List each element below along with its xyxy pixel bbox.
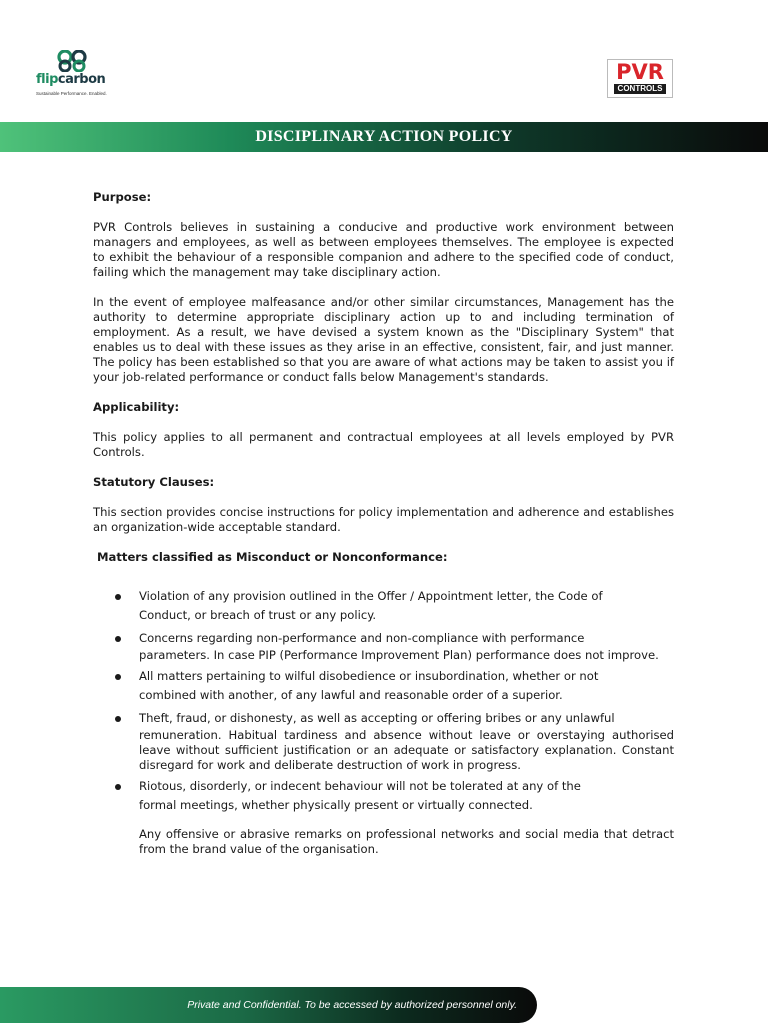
logo-tagline: Sustainable Performance. Enabled.	[36, 91, 107, 96]
footer-confidential-text: Private and Confidential. To be accessed by authorized personnel only.	[187, 999, 517, 1011]
list-item	[93, 587, 674, 625]
list-item-text: remuneration. Habitual tardiness and absence without leave or overstaying authorised leave without sufficient justification or an adequate or satisfactory explanation. Constant disregard for work and deliberate destruction of work in progress.	[139, 728, 674, 772]
matters-heading: Matters classified as Misconduct or Nonconformance:	[97, 550, 448, 564]
flipcarbon-wordmark	[36, 72, 105, 87]
statutory-paragraph: This section provides concise instructions for policy implementation and adherence and establishes an organization-wide acceptable standard.	[93, 505, 674, 534]
pvr-logo-subtext: CONTROLS	[614, 84, 666, 94]
list-item	[93, 629, 674, 663]
pvr-logo-text: PVR	[616, 60, 664, 84]
list-item-text: Conduct, or breach of trust or any policy.	[139, 608, 377, 622]
misconduct-list	[93, 587, 674, 857]
page-title: DISCIPLINARY ACTION POLICY	[255, 128, 513, 145]
purpose-paragraph-1: PVR Controls believes in sustaining a conducive and productive work environment between managers and employees, as well as between employees themselves. The employee is expected to exhibit the behaviour of a responsible companion and adhere to the specified code of conduct, failing which the management may take disciplinary action.	[93, 220, 674, 279]
list-item	[93, 709, 674, 773]
list-item-line: Riotous, disorderly, or indecent behaviour will not be tolerated at any of the	[139, 779, 581, 793]
list-item-line: All matters pertaining to wilful disobedience or insubordination, whether or not	[139, 669, 599, 683]
applicability-paragraph: This policy applies to all permanent and contractual employees at all levels employed by PVR Controls.	[93, 430, 674, 459]
pvr-controls-logo	[607, 59, 673, 98]
list-item-text: parameters. In case PIP (Performance Improvement Plan) performance does not improve.	[139, 648, 659, 662]
title-bar	[0, 122, 768, 152]
bullet-icon	[115, 716, 121, 722]
statutory-heading: Statutory Clauses:	[93, 475, 215, 489]
list-item-text: formal meetings, whether physically present or virtually connected.	[139, 798, 533, 812]
bullet-icon	[115, 594, 121, 600]
bullet-icon	[115, 674, 121, 680]
applicability-heading: Applicability:	[93, 400, 180, 414]
logo-word-flip: flip	[36, 72, 58, 87]
logo-word-carbon: carbon	[57, 72, 106, 87]
bullet-icon	[115, 784, 121, 790]
footer-bar	[0, 987, 537, 1023]
list-item-line: Violation of any provision outlined in the Offer / Appointment letter, the Code of	[139, 589, 603, 603]
flipcarbon-logo	[34, 50, 114, 100]
list-item	[93, 667, 674, 705]
bullet-icon	[115, 636, 121, 642]
flipcarbon-mark-icon	[54, 50, 92, 72]
purpose-paragraph-2: In the event of employee malfeasance and/or other similar circumstances, Management has the authority to determine appropriate disciplinary action up to and including termination of employment. As a result, we have devised a system known as the "Disciplinary System" that enables us to deal with these issues as they arise in an effective, consistent, fair, and just manner. The policy has been established so that you are aware of what actions may be taken to assist you if your job-related performance or conduct falls below Management's standards.	[93, 295, 674, 384]
list-item-extra-text: Any offensive or abrasive remarks on professional networks and social media that detract from the brand value of the organisation.	[139, 827, 674, 856]
list-item	[93, 777, 674, 857]
list-item-line: Concerns regarding non-performance and non-compliance with performance	[139, 631, 585, 645]
document-body	[93, 190, 674, 861]
list-item-line: Theft, fraud, or dishonesty, as well as accepting or offering bribes or any unlawful	[139, 711, 615, 725]
purpose-heading: Purpose:	[93, 190, 152, 204]
list-item-text: combined with another, of any lawful and reasonable order of a superior.	[139, 688, 563, 702]
